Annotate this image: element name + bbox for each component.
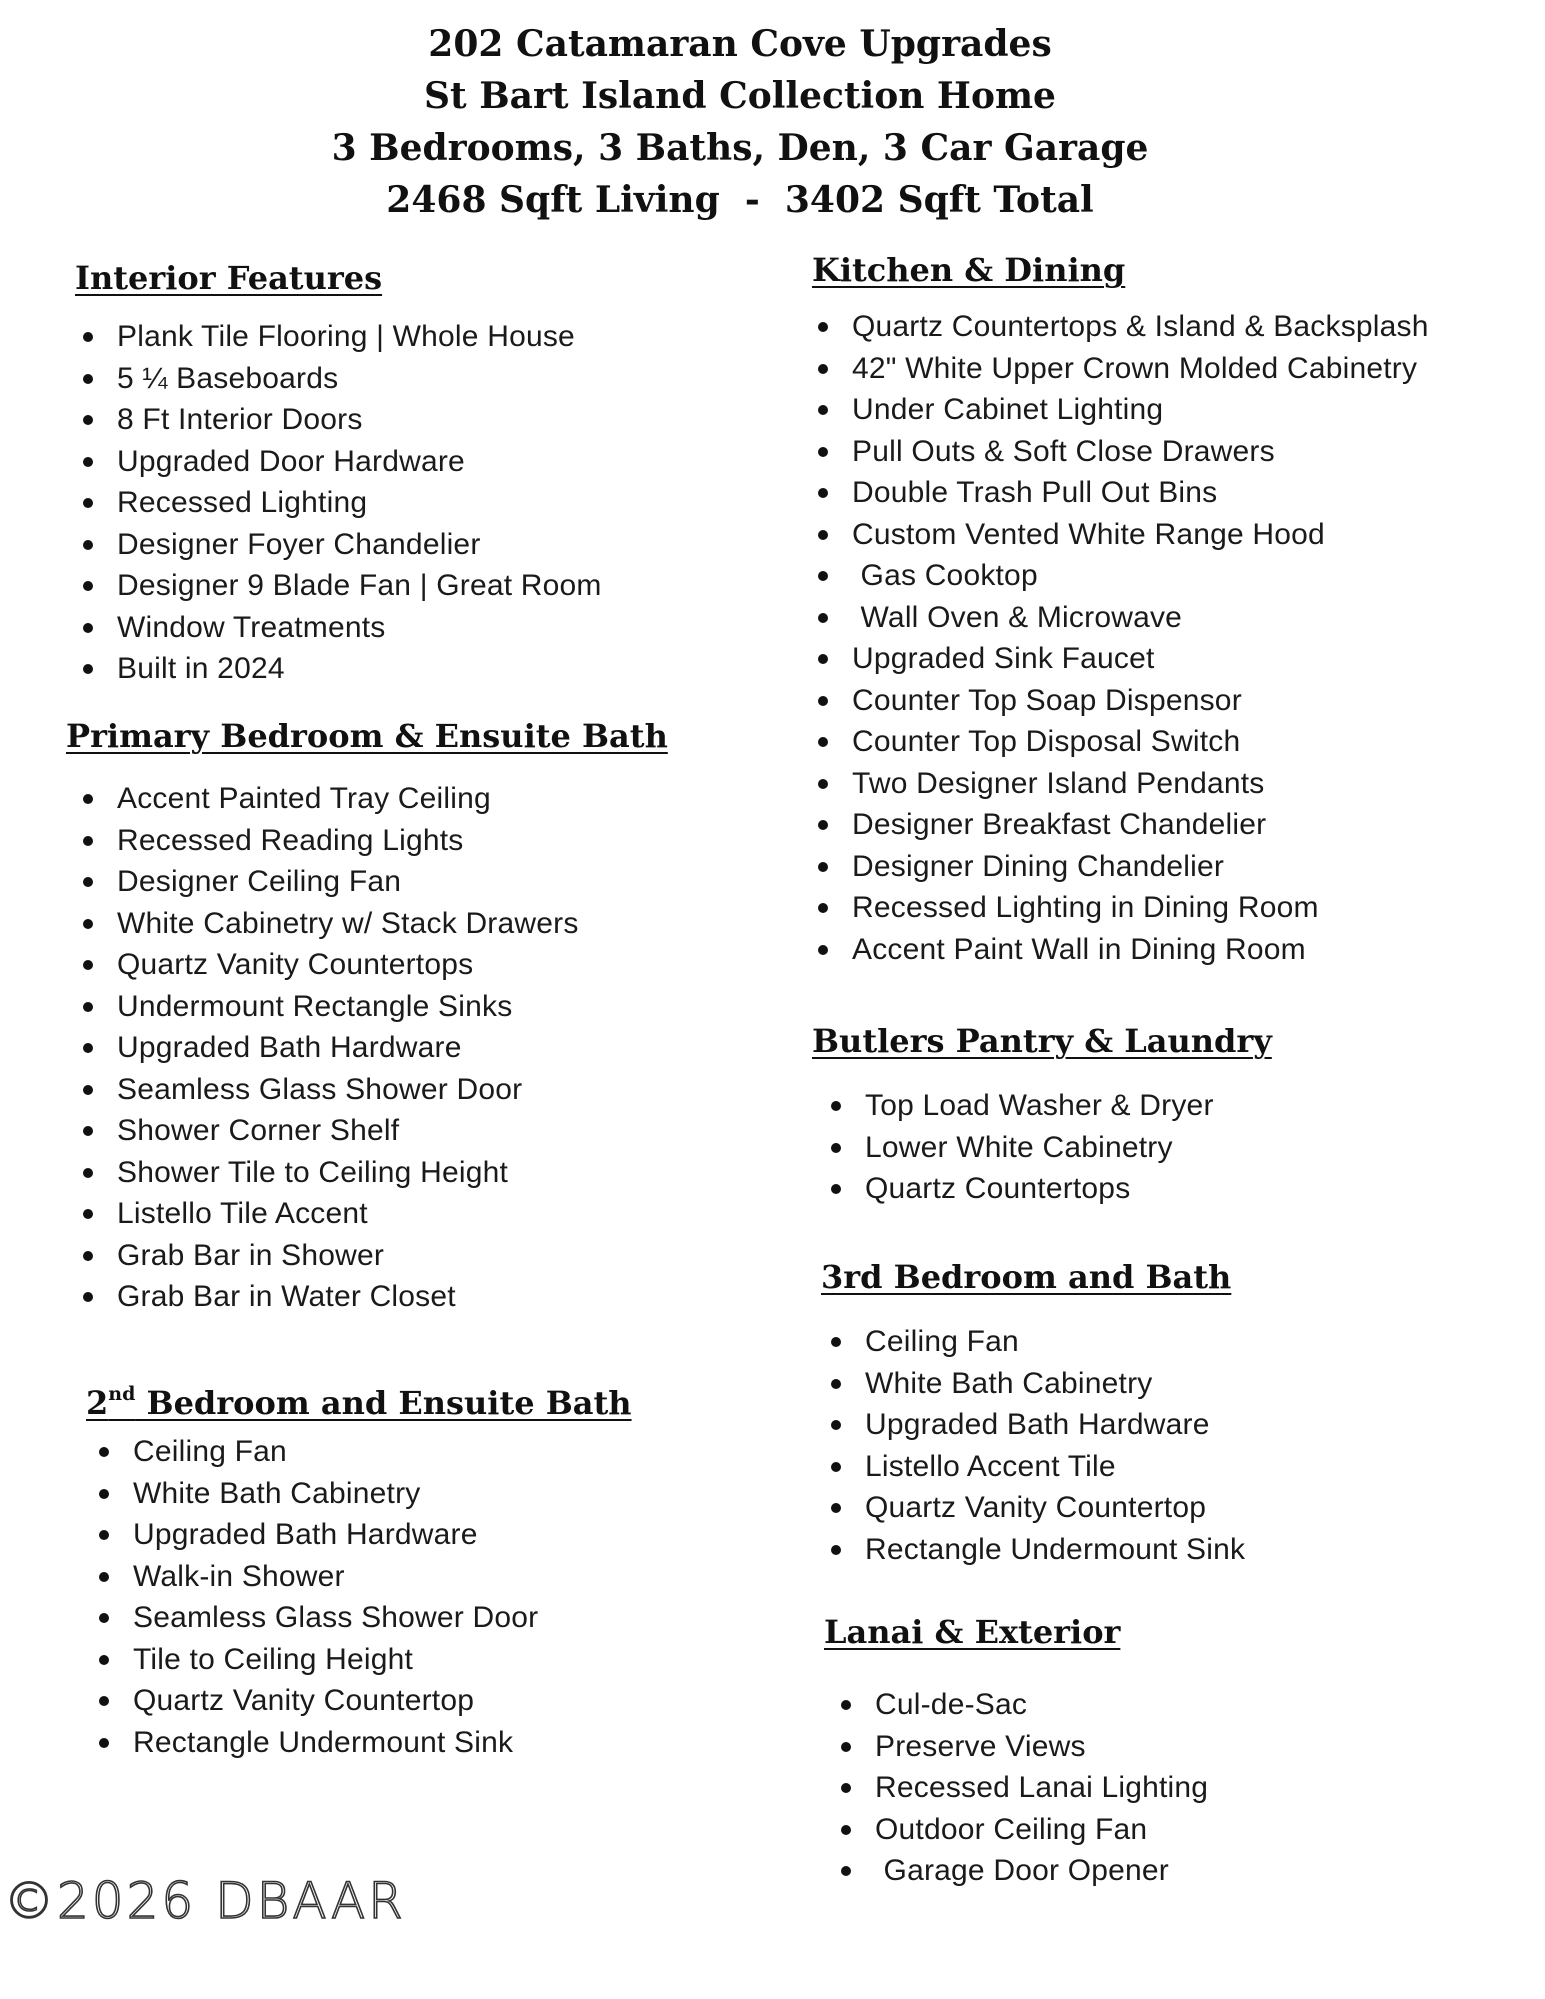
feature-item-text: 8 Ft Interior Doors [117,403,363,436]
copyright-watermark: ©2026 DBAAR [4,1872,406,1930]
feature-item-text: White Bath Cabinetry [133,1476,421,1510]
feature-item-text: Grab Bar in Shower [117,1238,385,1272]
feature-item [117,607,602,649]
feature-item [852,887,1429,929]
bullet-icon [83,498,93,508]
feature-item-text: Walk-in Shower [133,1559,345,1593]
section-title: Kitchen & Dining [812,251,1126,289]
primary-bedroom-section [66,716,668,1318]
bullet-icon [83,664,93,674]
bullet-icon [99,1572,109,1582]
feature-item [117,1235,668,1277]
feature-item-text: Accent Paint Wall in Dining Room [852,932,1306,966]
feature-list [865,1321,1245,1570]
bullet-icon [99,1447,109,1457]
feature-item [852,431,1429,473]
section-title: Butlers Pantry & Laundry [812,1022,1272,1060]
butlers-pantry-section [812,1021,1272,1210]
feature-item-text: Custom Vented White Range Hood [852,517,1325,551]
bullet-icon [99,1696,109,1706]
feature-item [852,638,1429,680]
bullet-icon [83,415,93,425]
feature-item [865,1127,1272,1169]
feature-item-text: Designer Foyer Chandelier [117,527,481,561]
kitchen-dining-section [812,250,1429,970]
feature-item [865,1446,1245,1488]
bullet-icon [818,737,828,747]
bullet-icon [818,903,828,913]
feature-item-text: Grab Bar in Water Closet [117,1280,456,1313]
feature-item [117,778,668,820]
second-bedroom-section [86,1374,632,1763]
bullet-icon [818,696,828,706]
bullet-icon [83,877,93,887]
bullet-icon [818,488,828,498]
feature-item-text: Seamless Glass Shower Door [117,1072,523,1106]
feature-item [133,1473,632,1515]
section-title: 3rd Bedroom and Bath [821,1258,1232,1296]
feature-item [875,1809,1208,1851]
feature-list [133,1431,632,1763]
bullet-icon [83,332,93,342]
section-title: Lanai & Exterior [824,1613,1121,1651]
feature-item [133,1431,632,1473]
feature-item-text: Designer Dining Chandelier [852,849,1225,883]
bullet-icon [83,1126,93,1136]
section-title: Interior Features [75,259,383,297]
feature-item-text: Seamless Glass Shower Door [133,1601,539,1634]
feature-item [865,1487,1245,1529]
feature-item-text: Quartz Vanity Countertops [117,948,474,981]
feature-item-text: Recessed Lanai Lighting [875,1771,1209,1804]
feature-item [852,472,1429,514]
feature-item-text: 5 ¼ Baseboards [117,361,339,395]
bullet-icon [99,1655,109,1665]
bullet-icon [818,779,828,789]
feature-item [117,524,602,566]
feature-item [865,1085,1272,1127]
feature-item [117,648,602,690]
bullet-icon [818,571,828,581]
bullet-icon [831,1184,841,1194]
bullet-icon [831,1143,841,1153]
feature-item-text: White Cabinetry w/ Stack Drawers [117,906,579,940]
bullet-icon [83,1043,93,1053]
feature-item-text: Quartz Vanity Countertop [133,1684,475,1717]
bullet-icon [83,581,93,591]
feature-item-text: Undermount Rectangle Sinks [117,989,513,1023]
feature-item-text: Plank Tile Flooring | Whole House [117,320,575,353]
feature-item-text: Counter Top Disposal Switch [852,725,1241,758]
feature-item [133,1722,632,1764]
feature-item-text: Quartz Vanity Countertop [865,1491,1207,1524]
feature-item [875,1850,1208,1892]
feature-item [875,1767,1208,1809]
bullet-icon [99,1489,109,1499]
feature-item [117,861,668,903]
feature-item-text: Ceiling Fan [865,1325,1019,1358]
feature-item [852,929,1429,971]
bullet-icon [831,1101,841,1111]
feature-item [117,944,668,986]
feature-item-text: Ceiling Fan [133,1435,287,1468]
feature-item [117,1152,668,1194]
feature-item [852,804,1429,846]
bullet-icon [83,1292,93,1302]
bullet-icon [831,1337,841,1347]
feature-item-text: Shower Tile to Ceiling Height [117,1155,508,1189]
feature-list [117,778,668,1318]
feature-item-text: Tile to Ceiling Height [133,1642,414,1676]
bullet-icon [83,457,93,467]
document-header [0,18,1480,226]
feature-item-text: Designer 9 Blade Fan | Great Room [117,569,602,602]
feature-item-text: Built in 2024 [117,652,285,685]
feature-item-text: Under Cabinet Lighting [852,393,1164,426]
bullet-icon [83,374,93,384]
feature-item [852,763,1429,805]
feature-item [865,1168,1272,1210]
feature-item-text: Listello Tile Accent [117,1197,368,1230]
feature-item [852,514,1429,556]
feature-item-text: Pull Outs & Soft Close Drawers [852,434,1275,468]
feature-item [865,1363,1245,1405]
feature-list [865,1085,1272,1210]
feature-item-text: Upgraded Sink Faucet [852,642,1155,675]
feature-item-text: 42" White Upper Crown Molded Cabinetry [852,351,1418,385]
feature-item [133,1597,632,1639]
feature-item [133,1514,632,1556]
bullet-icon [83,960,93,970]
bullet-icon [831,1420,841,1430]
feature-item-text: Quartz Countertops [865,1172,1131,1205]
bullet-icon [83,1251,93,1261]
feature-item [117,441,602,483]
bullet-icon [818,405,828,415]
bullet-icon [83,919,93,929]
bullet-icon [83,623,93,633]
feature-item-text: Upgraded Bath Hardware [133,1518,478,1551]
feature-item [852,348,1429,390]
bullet-icon [818,820,828,830]
feature-item [117,565,602,607]
bullet-icon [818,447,828,457]
bullet-icon [818,654,828,664]
feature-item [117,399,602,441]
feature-item [133,1639,632,1681]
feature-item-text: Quartz Countertops & Island & Backsplash [852,310,1429,343]
feature-item-text: Accent Painted Tray Ceiling [117,782,491,815]
bullet-icon [99,1738,109,1748]
bullet-icon [99,1613,109,1623]
feature-item [117,1193,668,1235]
bullet-icon [83,794,93,804]
feature-item-text: Listello Accent Tile [865,1449,1116,1483]
feature-item [117,1027,668,1069]
bullet-icon [83,540,93,550]
bullet-icon [818,530,828,540]
section-title-ordinal: nd [108,1383,136,1405]
bullet-icon [83,1085,93,1095]
bullet-icon [841,1825,851,1835]
bullet-icon [831,1545,841,1555]
feature-item [865,1321,1245,1363]
feature-item-text: Rectangle Undermount Sink [865,1532,1246,1566]
lanai-exterior-section [824,1612,1208,1892]
feature-item-text: Shower Corner Shelf [117,1114,400,1147]
section-title [86,1374,632,1423]
feature-item [117,1276,668,1318]
feature-item [865,1529,1245,1571]
feature-item [852,680,1429,722]
feature-item-text: Recessed Reading Lights [117,823,464,857]
feature-item [117,482,602,524]
feature-item-text: Garage Door Opener [875,1854,1169,1887]
feature-item-text: Lower White Cabinetry [865,1130,1173,1164]
feature-item-text: Gas Cooktop [852,559,1038,592]
feature-item-text: Designer Ceiling Fan [117,865,402,898]
header-sqft: 2468 Sqft Living - 3402 Sqft Total [386,179,1094,221]
feature-item [865,1404,1245,1446]
feature-item [117,1069,668,1111]
bullet-icon [818,364,828,374]
feature-item [117,358,602,400]
interior-features-section [75,258,602,690]
feature-item-text: Recessed Lighting [117,486,368,519]
header-title: 202 Catamaran Cove Upgrades [428,23,1052,65]
bullet-icon [831,1462,841,1472]
feature-list [875,1684,1208,1892]
feature-item-text: White Bath Cabinetry [865,1366,1153,1400]
bullet-icon [818,862,828,872]
feature-item-text: Designer Breakfast Chandelier [852,808,1267,841]
bullet-icon [818,613,828,623]
feature-item-text: Recessed Lighting in Dining Room [852,891,1319,924]
bullet-icon [841,1783,851,1793]
feature-item-text: Upgraded Bath Hardware [865,1408,1210,1441]
feature-item-text: Wall Oven & Microwave [852,600,1183,634]
feature-item [117,903,668,945]
third-bedroom-section [821,1257,1245,1570]
feature-item [875,1684,1208,1726]
feature-item-text: Top Load Washer & Dryer [865,1089,1214,1122]
feature-list [852,306,1429,970]
feature-item-text: Upgraded Bath Hardware [117,1031,462,1064]
feature-item [852,555,1429,597]
header-collection: St Bart Island Collection Home [424,75,1056,117]
bullet-icon [83,1168,93,1178]
feature-item [117,316,602,358]
bullet-icon [818,322,828,332]
feature-item-text: Double Trash Pull Out Bins [852,476,1218,509]
bullet-icon [83,1209,93,1219]
section-title: Primary Bedroom & Ensuite Bath [66,717,668,755]
bullet-icon [99,1530,109,1540]
bullet-icon [841,1742,851,1752]
feature-item [852,597,1429,639]
feature-item [117,820,668,862]
bullet-icon [841,1866,851,1876]
feature-item [133,1556,632,1598]
feature-item [852,846,1429,888]
feature-item [117,1110,668,1152]
feature-item-text: Cul-de-Sac [875,1688,1028,1721]
section-title-number: 2 [86,1384,109,1422]
feature-item [852,306,1429,348]
feature-item-text: Window Treatments [117,610,386,644]
feature-item [133,1680,632,1722]
section-title-text: Bedroom and Ensuite Bath [135,1384,632,1422]
feature-item-text: Preserve Views [875,1729,1086,1763]
feature-item-text: Outdoor Ceiling Fan [875,1812,1148,1846]
feature-item-text: Counter Top Soap Dispensor [852,683,1242,717]
bullet-icon [818,945,828,955]
header-rooms: 3 Bedrooms, 3 Baths, Den, 3 Car Garage [331,127,1149,169]
feature-item [117,986,668,1028]
feature-item-text: Upgraded Door Hardware [117,444,465,478]
feature-item-text: Two Designer Island Pendants [852,766,1265,800]
feature-list [117,316,602,690]
feature-item-text: Rectangle Undermount Sink [133,1725,514,1759]
feature-item [852,389,1429,431]
bullet-icon [83,836,93,846]
bullet-icon [83,1002,93,1012]
bullet-icon [831,1503,841,1513]
feature-item [852,721,1429,763]
feature-item [875,1726,1208,1768]
bullet-icon [841,1700,851,1710]
bullet-icon [831,1379,841,1389]
